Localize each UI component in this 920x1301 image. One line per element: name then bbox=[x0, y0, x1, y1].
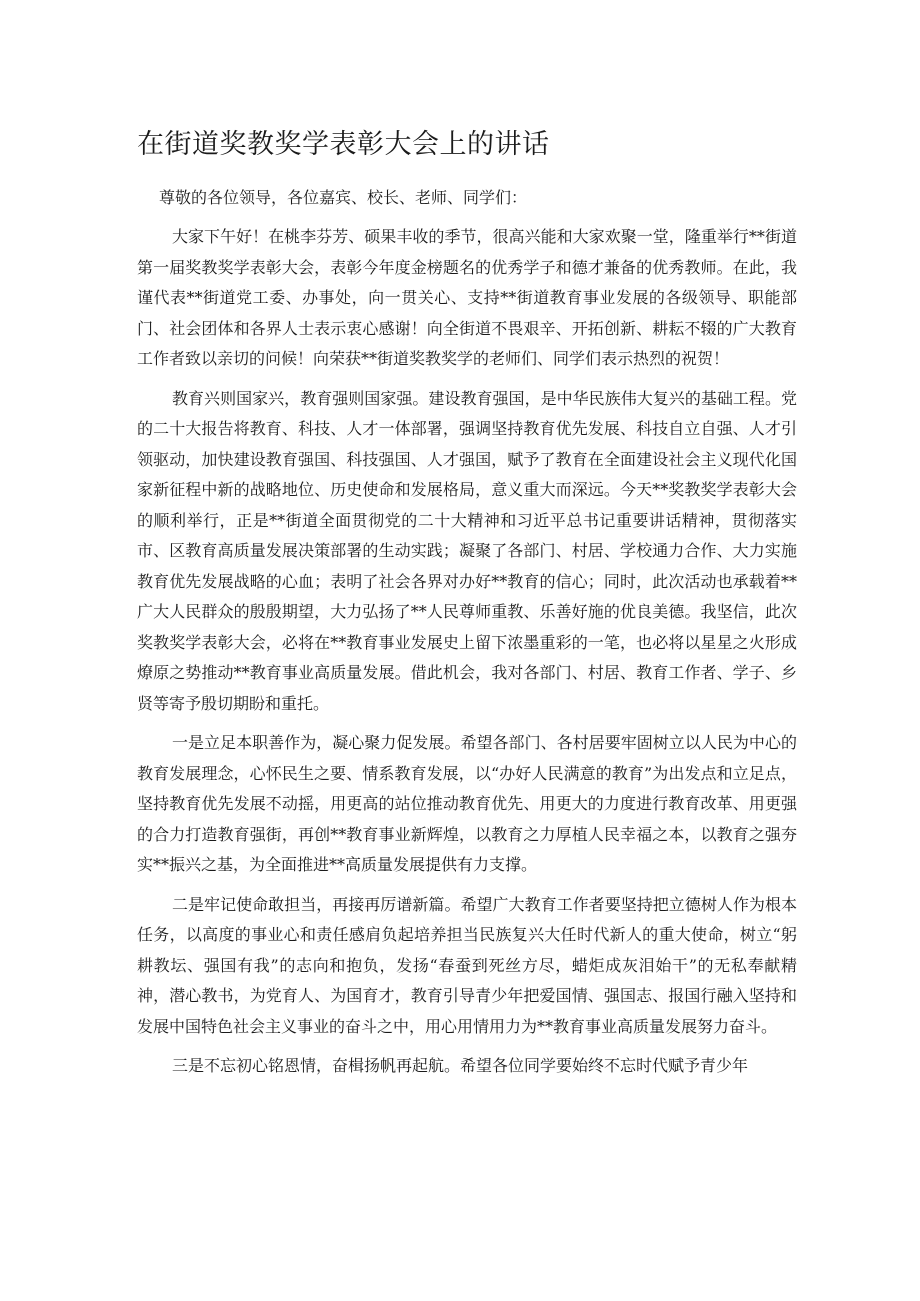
paragraph-point-two: 二是牢记使命敢担当，再接再厉谱新篇。希望广大教育工作者要坚持把立德树人作为根本任务，以高度的事业心和责任感肩负起培养担当民族复兴大任时代新人的重大使命，树立“躬耕教坛、强国有我”的志向和抱负，发扬“春蚕到死丝方尽，蜡炬成灰泪始干”的无私奉献精神，潜心教书，为党育人、为国育才，教育引导青少年把爱国情、强国志、报国行融入坚持和发展中国特色社会主义事业的奋斗之中，用心用情用力为**教育事业高质量发展努力奋斗。 bbox=[137, 894, 797, 1036]
paragraph-opening: 大家下午好！在桃李芬芳、硕果丰收的季节，很高兴能和大家欢聚一堂，隆重举行**街道第一届奖教奖学表彰大会，表彰今年度金榜题名的优秀学子和德才兼备的优秀教师。在此，我谨代表**街道党工委、办事处，向一贯关心、支持**街道教育事业发展的各级领导、职能部门、社会团体和各界人士表示衷心感谢！向全街道不畏艰辛、开拓创新、耕耘不辍的广大教育工作者致以亲切的问候！向荣获**街道奖教奖学的老师们、同学们表示热烈的祝贺！ bbox=[137, 227, 797, 368]
salutation: 尊敬的各位领导，各位嘉宾、校长、老师、同学们： bbox=[159, 188, 528, 207]
document-body bbox=[137, 126, 797, 1091]
paragraph-point-one: 一是立足本职善作为，凝心聚力促发展。希望各部门、各村居要牢固树立以人民为中心的教育发展理念，心怀民生之要、情系教育发展，以“办好人民满意的教育”为出发点和立足点，坚持教育优先发展不动摇，用更高的站位推动教育优先、用更大的力度进行教育改革、用更强的合力打造教育强街，再创**教育事业新辉煌，以教育之力厚植人民幸福之本，以教育之强夯实**振兴之基，为全面推进**高质量发展提供有力支撑。 bbox=[137, 733, 797, 874]
document-title: 在街道奖教奖学表彰大会上的讲话 bbox=[137, 129, 550, 160]
paragraph-point-three: 三是不忘初心铭恩情，奋楫扬帆再起航。希望各位同学要始终不忘时代赋予青少年 bbox=[172, 1056, 749, 1075]
paragraph-education-importance: 教育兴则国家兴，教育强则国家强。建设教育强国，是中华民族伟大复兴的基础工程。党的二十大报告将教育、科技、人才一体部署，强调坚持教育优先发展、科技自立自强、人才引领驱动，加快建设教育强国、科技强国、人才强国，赋予了教育在全面建设社会主义现代化国家新征程中新的战略地位、历史使命和发展格局，意义重大而深远。今天**奖教奖学表彰大会的顺利举行，正是**街道全面贯彻党的二十大精神和习近平总书记重要讲话精神，贯彻落实市、区教育高质量发展决策部署的生动实践；凝聚了各部门、村居、学校通力合作、大力实施教育优先发展战略的心血；表明了社会各界对办好**教育的信心；同时，此次活动也承载着**广大人民群众的殷殷期望，大力弘扬了**人民尊师重教、乐善好施的优良美德。我坚信，此次奖教奖学表彰大会，必将在**教育事业发展史上留下浓墨重彩的一笔，也必将以星星之火形成燎原之势推动**教育事业高质量发展。借此机会，我对各部门、村居、教育工作者、学子、乡贤等寄予殷切期盼和重托。 bbox=[137, 388, 797, 713]
